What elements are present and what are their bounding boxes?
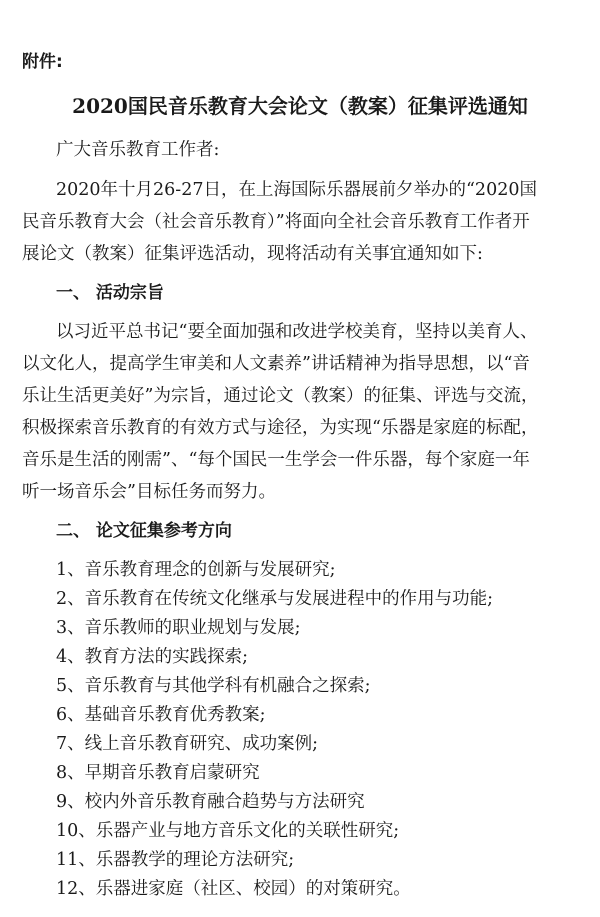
direction-item: 5、音乐教育与其他学科有机融合之探索; — [56, 676, 371, 696]
direction-item: 7、线上音乐教育研究、成功案例; — [56, 734, 319, 754]
attachment-label: 附件: — [22, 52, 63, 72]
section-heading-purpose: 一、 活动宗旨 — [56, 283, 164, 303]
purpose-line: 乐让生活更美好”为宗旨，通过论文（教案）的征集、评选与交流， — [22, 386, 539, 406]
purpose-line: 以文化人，提高学生审美和人文素养”讲话精神为指导思想，以“音 — [22, 354, 530, 374]
section-heading-directions: 二、 论文征集参考方向 — [56, 521, 232, 541]
direction-item: 4、教育方法的实践探索; — [56, 647, 249, 667]
document-title: 2020国民音乐教育大会论文（教案）征集评选通知 — [72, 94, 528, 118]
intro-line: 民音乐教育大会（社会音乐教育）”将面向全社会音乐教育工作者开 — [22, 212, 530, 232]
purpose-line: 听一场音乐会”目标任务而努力。 — [22, 482, 276, 502]
direction-item: 11、乐器教学的理论方法研究; — [56, 850, 295, 870]
salutation: 广大音乐教育工作者: — [56, 140, 220, 160]
direction-item: 9、校内外音乐教育融合趋势与方法研究 — [56, 792, 365, 812]
direction-item: 8、早期音乐教育启蒙研究 — [56, 763, 260, 783]
purpose-line: 以习近平总书记“要全面加强和改进学校美育，坚持以美育人、 — [56, 322, 538, 342]
direction-item: 3、音乐教师的职业规划与发展; — [56, 618, 301, 638]
direction-item: 10、乐器产业与地方音乐文化的关联性研究; — [56, 821, 400, 841]
intro-line: 2020年十月26-27日，在上海国际乐器展前夕举办的“2020国 — [56, 180, 537, 200]
purpose-line: 积极探索音乐教育的有效方式与途径，为实现“乐器是家庭的标配， — [22, 418, 539, 438]
direction-item: 2、音乐教育在传统文化继承与发展进程中的作用与功能; — [56, 589, 494, 609]
intro-line: 展论文（教案）征集评选活动，现将活动有关事宜通知如下: — [22, 244, 483, 264]
purpose-line: 音乐是生活的刚需”、“每个国民一生学会一件乐器，每个家庭一年 — [22, 450, 530, 470]
direction-item: 1、音乐教育理念的创新与发展研究; — [56, 560, 336, 580]
direction-item: 6、基础音乐教育优秀教案; — [56, 705, 266, 725]
direction-item: 12、乐器进家庭（社区、校园）的对策研究。 — [56, 879, 411, 899]
